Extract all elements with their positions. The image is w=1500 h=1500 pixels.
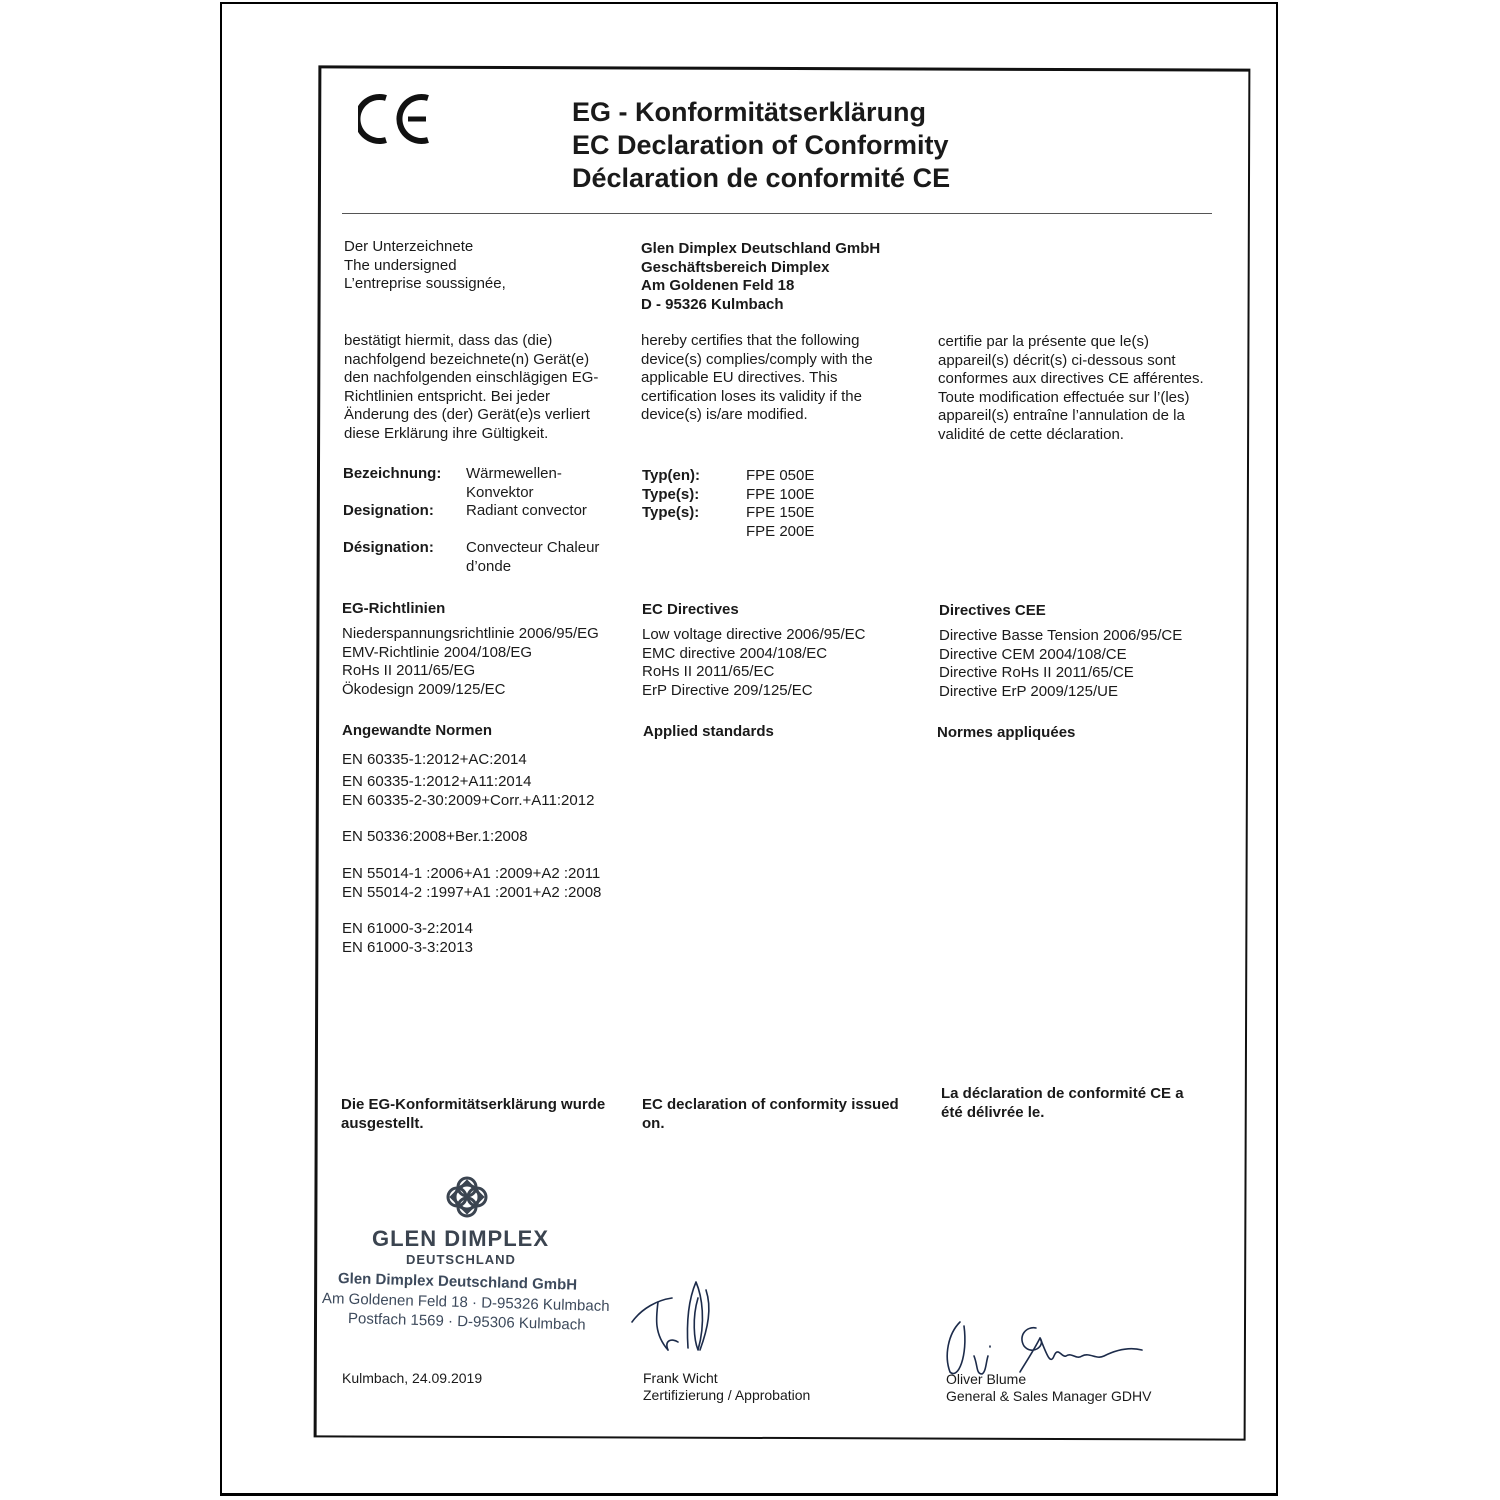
company-name: Glen Dimplex Deutschland GmbH — [641, 240, 881, 257]
title-english: EC Declaration of Conformity — [572, 130, 949, 160]
stamp-street: Am Goldenen Feld 18 · D-95326 Kulmbach — [321, 1290, 610, 1316]
stamp-brand-name: GLEN DIMPLEX — [372, 1226, 550, 1251]
standard-group-5: EN 61000-3-2:2014 EN 61000-3-3:2013 — [342, 920, 473, 956]
model-fpe-100e: FPE 100E — [746, 485, 815, 503]
designation-label-en: Designation: — [343, 502, 434, 519]
signatory-1-name: Frank Wicht — [643, 1370, 718, 1386]
standards-heading-en: Applied standards — [643, 723, 774, 740]
header-divider — [342, 213, 1212, 214]
signature-frank-wicht — [628, 1278, 718, 1358]
standard-group-1: EN 60335-1:2012+AC:2014 — [342, 751, 527, 768]
company-division: Geschäftsbereich Dimplex — [641, 258, 830, 276]
model-fpe-200e: FPE 200E — [746, 522, 815, 540]
ce-mark-logo — [358, 92, 434, 146]
directives-list-fr: Directive Basse Tension 2006/95/CE Directive CEM 2004/108/CE Directive RoHs II 2011/65/CE Directive ErP 2009/125/UE — [939, 627, 1183, 700]
directives-heading-fr: Directives CEE — [939, 602, 1046, 619]
designation-value-fr: Convecteur Chaleur d’onde — [466, 539, 600, 575]
glen-dimplex-knot-icon — [438, 1172, 496, 1222]
designation-label-fr: Désignation: — [343, 539, 434, 556]
standard-group-3: EN 50336:2008+Ber.1:2008 — [342, 828, 528, 845]
company-city: D - 95326 Kulmbach — [641, 295, 784, 313]
designation-label-de: Bezeichnung: — [343, 465, 442, 482]
directives-list-en: Low voltage directive 2006/95/EC EMC directive 2004/108/EC RoHs II 2011/65/EC ErP Directive 209/125/EC — [642, 626, 866, 699]
standard-group-4: EN 55014-1 :2006+A1 :2009+A2 :2011 EN 55014-2 :1997+A1 :2001+A2 :2008 — [342, 865, 602, 901]
standards-heading-de: Angewandte Normen — [342, 722, 493, 739]
undersigned-label — [344, 238, 506, 294]
issued-en: EC declaration of conformity issued on. — [642, 1096, 899, 1132]
certification-de: bestätigt hiermit, dass das (die) nachfolgend bezeichnete(n) Gerät(e) den nachfolgenden einschlägigen EG- Richtlinien entspricht. Bei jeder Änderung des (der) Gerät(e)s verliert diese Erklärung ihre Gültigkeit. — [344, 332, 599, 442]
issued-de: Die EG-Konformitätserklärung wurde ausgestellt. — [341, 1096, 606, 1132]
certification-en: hereby certifies that the following device(s) complies/comply with the applicable EU directives. This certification loses its validity if the device(s) is/are modified. — [641, 332, 873, 423]
company-street: Am Goldenen Feld 18 — [641, 277, 795, 294]
signatory-1-role: Zertifizierung / Approbation — [643, 1387, 811, 1403]
type-label-fr: Type(s): — [642, 504, 700, 521]
place-date: Kulmbach, 24.09.2019 — [342, 1370, 483, 1386]
model-fpe-050e: FPE 050E — [746, 467, 815, 484]
stamp-brand-country: DEUTSCHLAND — [406, 1252, 516, 1267]
directives-heading-de: EG-Richtlinien — [342, 600, 446, 617]
certification-fr: certifie par la présente que le(s) appareil(s) décrit(s) ci-dessous sont conformes aux directives CE afférentes. Toute modification effectuée sur l’(les) appareil(s) entraîne l’annulation de la validité de cette déclaration. — [938, 333, 1204, 443]
standard-group-2: EN 60335-1:2012+A11:2014 EN 60335-2-30:2009+Corr.+A11:2012 — [342, 773, 595, 809]
undersigned-fr: L’entreprise soussignée, — [344, 275, 506, 292]
signatory-2-role: General & Sales Manager GDHV — [946, 1388, 1152, 1404]
issued-fr: La déclaration de conformité CE a été délivrée le. — [941, 1085, 1184, 1121]
stamp-company: Glen Dimplex Deutschland GmbH — [337, 1270, 578, 1294]
type-label-en: Type(s): — [642, 485, 700, 503]
stamp-postbox: Postfach 1569 · D-95306 Kulmbach — [347, 1310, 586, 1334]
directives-list-de: Niederspannungsrichtlinie 2006/95/EG EMV-Richtlinie 2004/108/EG RoHs II 2011/65/EG Ökodesign 2009/125/EC — [342, 625, 599, 698]
type-models — [746, 467, 814, 541]
company-address — [641, 240, 880, 314]
type-labels — [642, 467, 700, 523]
model-fpe-150e: FPE 150E — [746, 504, 815, 521]
title-french: Déclaration de conformité CE — [572, 163, 951, 193]
designation-value-de: Wärmewellen- Konvektor — [466, 465, 562, 501]
signatory-1 — [643, 1370, 810, 1404]
type-label-de: Typ(en): — [642, 467, 701, 484]
undersigned-en: The undersigned — [344, 256, 457, 274]
signatory-2 — [946, 1371, 1151, 1405]
directives-heading-en: EC Directives — [642, 601, 739, 618]
designation-value-en: Radiant convector — [466, 502, 587, 519]
standards-heading-fr: Normes appliquées — [937, 724, 1076, 741]
signatory-2-name: Oliver Blume — [946, 1371, 1027, 1387]
undersigned-de: Der Unterzeichnete — [344, 238, 474, 255]
title-german: EG - Konformitätserklärung — [572, 97, 927, 127]
